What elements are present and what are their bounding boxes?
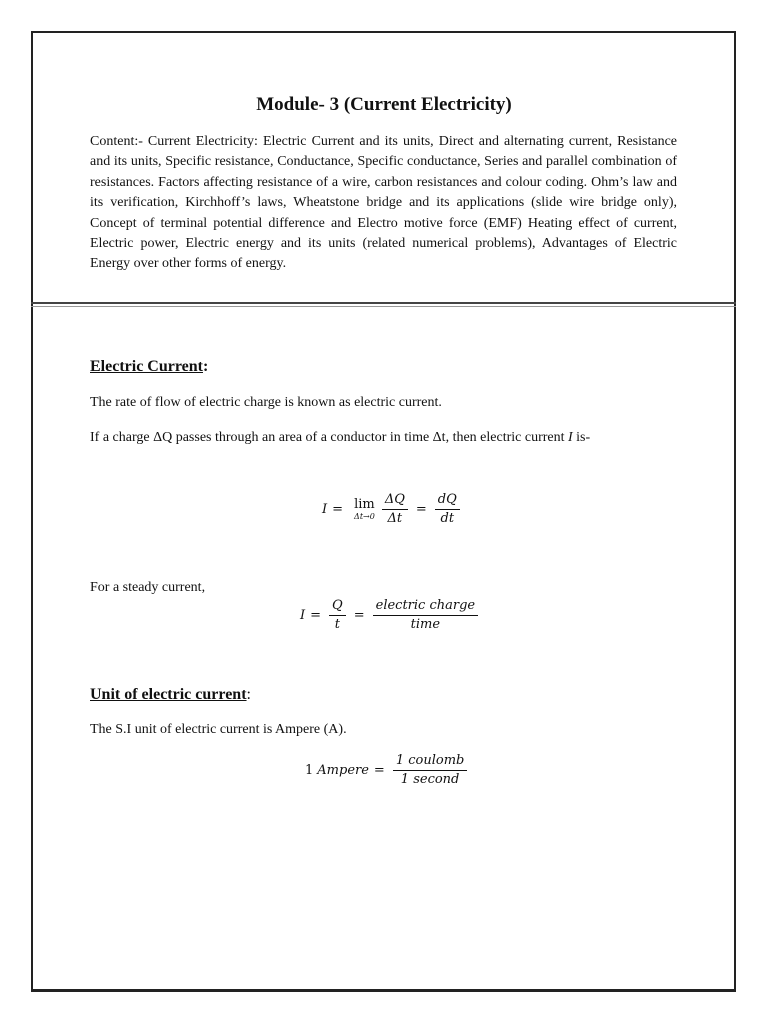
- section-divider-thin: [31, 306, 736, 307]
- dq-numerator: dQ: [435, 492, 460, 510]
- si-unit-text: The S.I unit of electric current is Ampere (A).: [90, 722, 347, 737]
- dt-denominator: dt: [440, 511, 455, 526]
- charge-condition-prefix: If a charge ΔQ passes through an area of a conductor in time Δt, then electric current: [90, 430, 568, 445]
- current-limit-formula: [322, 492, 463, 527]
- charge-over-time-fraction: [373, 598, 478, 633]
- ampere-word: Ampere: [317, 763, 369, 778]
- unit-heading-text: Unit of electric current: [90, 686, 247, 703]
- electric-current-heading: [90, 358, 208, 376]
- steady-current-text: For a steady current,: [90, 580, 206, 595]
- ampere-one: 1: [305, 763, 314, 778]
- formula1-equals-2: =: [415, 502, 427, 517]
- definition-text: The rate of flow of electric charge is known as electric current.: [90, 395, 442, 410]
- derivative-fraction: [435, 492, 460, 527]
- q-over-t-fraction: [329, 598, 346, 633]
- unit-heading: [90, 686, 251, 704]
- unit-heading-colon: :: [246, 686, 251, 703]
- charge-condition-text: [90, 430, 590, 446]
- q-numerator: Q: [329, 598, 346, 616]
- electric-current-heading-text: Electric Current: [90, 358, 203, 375]
- formula2-equals: =: [310, 608, 322, 623]
- t-denominator: t: [334, 617, 340, 632]
- delta-fraction: [382, 492, 408, 527]
- coulomb-per-second-fraction: [393, 753, 468, 788]
- formula1-equals: =: [332, 502, 344, 517]
- section-divider: [31, 302, 736, 304]
- second-denominator: 1 second: [400, 772, 460, 787]
- ampere-equals: =: [373, 763, 385, 778]
- formula2-lhs: I: [300, 608, 306, 623]
- steady-current-formula: [300, 598, 481, 633]
- coulomb-numerator: 1 coulomb: [393, 753, 468, 771]
- current-symbol: I: [568, 430, 573, 445]
- time-denominator: time: [410, 617, 441, 632]
- formula2-equals-2: =: [353, 608, 365, 623]
- module-title: Module- 3 (Current Electricity): [256, 94, 512, 115]
- limit-word: lim: [354, 496, 375, 512]
- content-paragraph: Content:- Current Electricity: Electric Current and its units, Direct and alternating current, Resistance and its units, Specific resistance, Conductance, Specific conductance, Series and parallel combination of resistances. Factors affecting resistance of a wire, carbon resistances and colour coding. Ohm’s law and its verification, Kirchhoff’s laws, Wheatstone bridge and its applications (slide wire bridge only), Concept of terminal potential difference and Electro motive force (EMF) Heating effect of current, Electric power, Electric energy and its units (related numerical problems), Advantages of Electric Energy over other forms of energy.: [90, 134, 677, 272]
- ampere-formula: [305, 753, 470, 788]
- limit-operator: [354, 498, 375, 522]
- delta-q-numerator: ΔQ: [382, 492, 408, 510]
- formula1-lhs: I: [322, 502, 328, 517]
- charge-condition-suffix: is-: [572, 430, 591, 445]
- limit-subscript: Δt→0: [354, 511, 375, 521]
- delta-t-denominator: Δt: [387, 511, 403, 526]
- electric-charge-numerator: electric charge: [373, 598, 478, 616]
- electric-current-heading-colon: :: [203, 358, 209, 375]
